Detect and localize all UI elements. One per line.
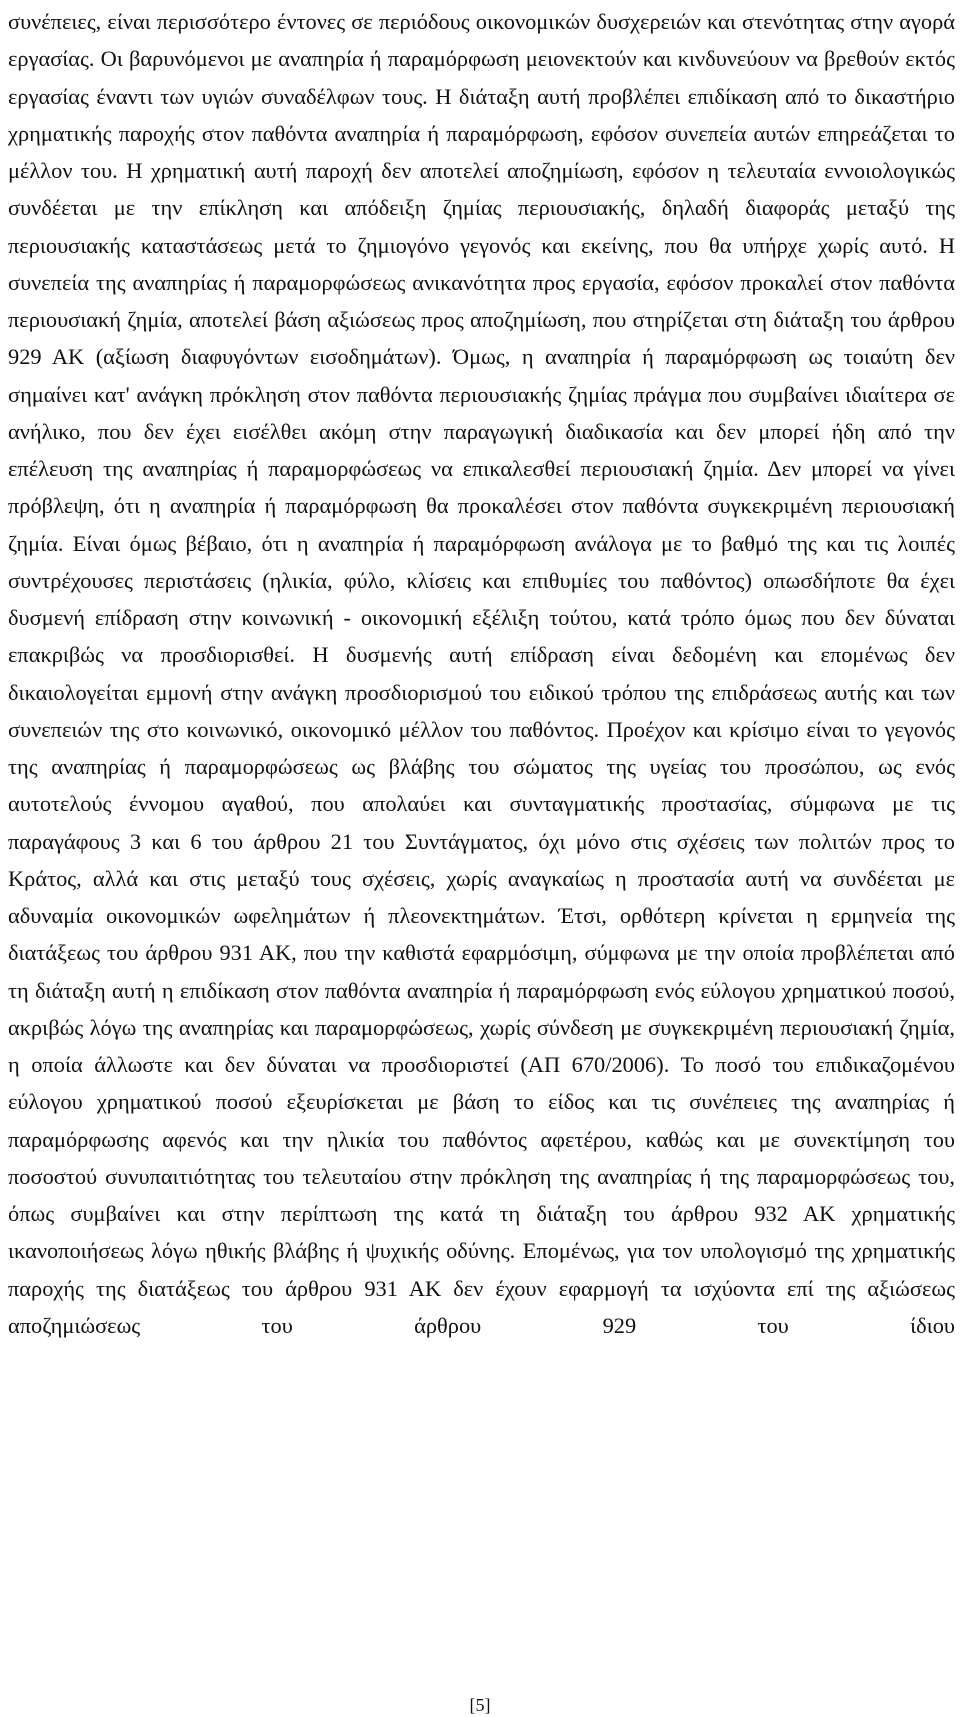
body-paragraph: συνέπειες, είναι περισσότερο έντονες σε περιόδους οικονομικών δυσχερειών και στενότητας στην αγορά εργασίας. Οι βαρυνόμενοι με αναπηρία ή παραμόρφωση μειονεκτούν και κινδυνεύουν να βρεθούν εκτός εργασίας έναντι των υγιών συναδέλφων τους. Η διάταξη αυτή προβλέπει επιδίκαση από το δικαστήριο χρηματικής παροχής στον παθόντα αναπηρία ή παραμόρφωση, εφόσον συνεπεία αυτών επηρεάζεται το μέλλον του. Η χρηματική αυτή παροχή δεν αποτελεί αποζημίωση, εφόσον η τελευταία εννοιολογικώς συνδέεται με την επίκληση και απόδειξη ζημίας περιουσιακής, δηλαδή διαφοράς μεταξύ της περιουσιακής καταστάσεως μετά το ζημιογόνο γεγονός και εκείνης, που θα υπήρχε χωρίς αυτό. Η συνεπεία της αναπηρίας ή παραμορφώσεως ανικανότητα προς εργασία, εφόσον προκαλεί στον παθόντα περιουσιακή ζημία, αποτελεί βάση αξιώσεως προς αποζημίωση, που στηρίζεται στη διάταξη του άρθρου 929 ΑΚ (αξίωση διαφυγόντων εισοδημάτων). Όμως, η αναπηρία ή παραμόρφωση ως τοιαύτη δεν σημαίνει κατ' ανάγκη πρόκληση στον παθόντα περιουσιακής ζημίας πράγμα που συμβαίνει ιδιαίτερα σε ανήλικο, που δεν έχει εισέλθει ακόμη στην παραγωγική διαδικασία και δεν μπορεί ήδη από την επέλευση της αναπηρίας ή παραμορφώσεως να επικαλεσθεί περιουσιακή ζημία. Δεν μπορεί να γίνει πρόβλεψη, ότι η αναπηρία ή παραμόρφωση θα προκαλέσει στον παθόντα συγκεκριμένη περιουσιακή ζημία. Είναι όμως βέβαιο, ότι η αναπηρία ή παραμόρφωση ανάλογα με το βαθμό της και τις λοιπές συντρέχουσες περιστάσεις (ηλικία, φύλο, κλίσεις και επιθυμίες του παθόντος) οπωσδήποτε θα έχει δυσμενή επίδραση στην κοινωνική - οικονομική εξέλιξη τούτου, κατά τρόπο όμως που δεν δύναται επακριβώς να προσδιορισθεί. Η δυσμενής αυτή επίδραση είναι δεδομένη και επομένως δεν δικαιολογείται εμμονή στην ανάγκη προσδιορισμού του ειδικού τρόπου της επιδράσεως αυτής και των συνεπειών της στο κοινωνικό, οικονομικό μέλλον του παθόντος. Προέχον και κρίσιμο είναι το γεγονός της αναπηρίας ή παραμορφώσεως ως βλάβης του σώματος της υγείας του προσώπου, ως ενός αυτοτελούς έννομου αγαθού, που απολαύει και συνταγματικής προστασίας, σύμφωνα με τις παραγάφους 3 και 6 του άρθρου 21 του Συντάγματος, όχι μόνο στις σχέσεις των πολιτών προς το Κράτος, αλλά και στις μεταξύ τους σχέσεις, χωρίς αναγκαίως η προστασία αυτή να συνδέεται με αδυναμία οικονομικών ωφελημάτων ή πλεονεκτημάτων. Έτσι, ορθότερη κρίνεται η ερμηνεία της διατάξεως του άρθρου 931 ΑΚ, που την καθιστά εφαρμόσιμη, σύμφωνα με την οποία προβλέπεται από τη διάταξη αυτή η επιδίκαση στον παθόντα αναπηρία ή παραμόρφωση ενός εύλογου χρηματικού ποσού, ακριβώς λόγω της αναπηρίας και παραμορφώσεως, χωρίς σύνδεση με συγκεκριμένη περιουσιακή ζημία, η οποία άλλωστε και δεν δύναται να προσδιοριστεί (ΑΠ 670/2006). Το ποσό του επιδικαζομένου εύλογου χρηματικού ποσού εξευρίσκεται με βάση το είδος και τις συνέπειες της αναπηρίας ή παραμόρφωσης αφενός και την ηλικία του παθόντος αφετέρου, καθώς και με συνεκτίμηση του ποσοστού συνυπαιτιότητας του τελευταίου στην πρόκληση της αναπηρίας ή της παραμορφώσεως του, όπως συμβαίνει και στην περίπτωση της κατά τη διάταξη του άρθρου 932 ΑΚ χρηματικής ικανοποιήσεως λόγω ηθικής βλάβης ή ψυχικής οδύνης. Επομένως, για τον υπολογισμό της χρηματικής παροχής της διατάξεως του άρθρου 931 ΑΚ δεν έχουν εφαρμογή τα ισχύοντα επί της αξιώσεως αποζημιώσεως του άρθρου 929 του ίδιου xyxy=(8,9,955,1338)
page-number: [5] xyxy=(469,1695,491,1715)
